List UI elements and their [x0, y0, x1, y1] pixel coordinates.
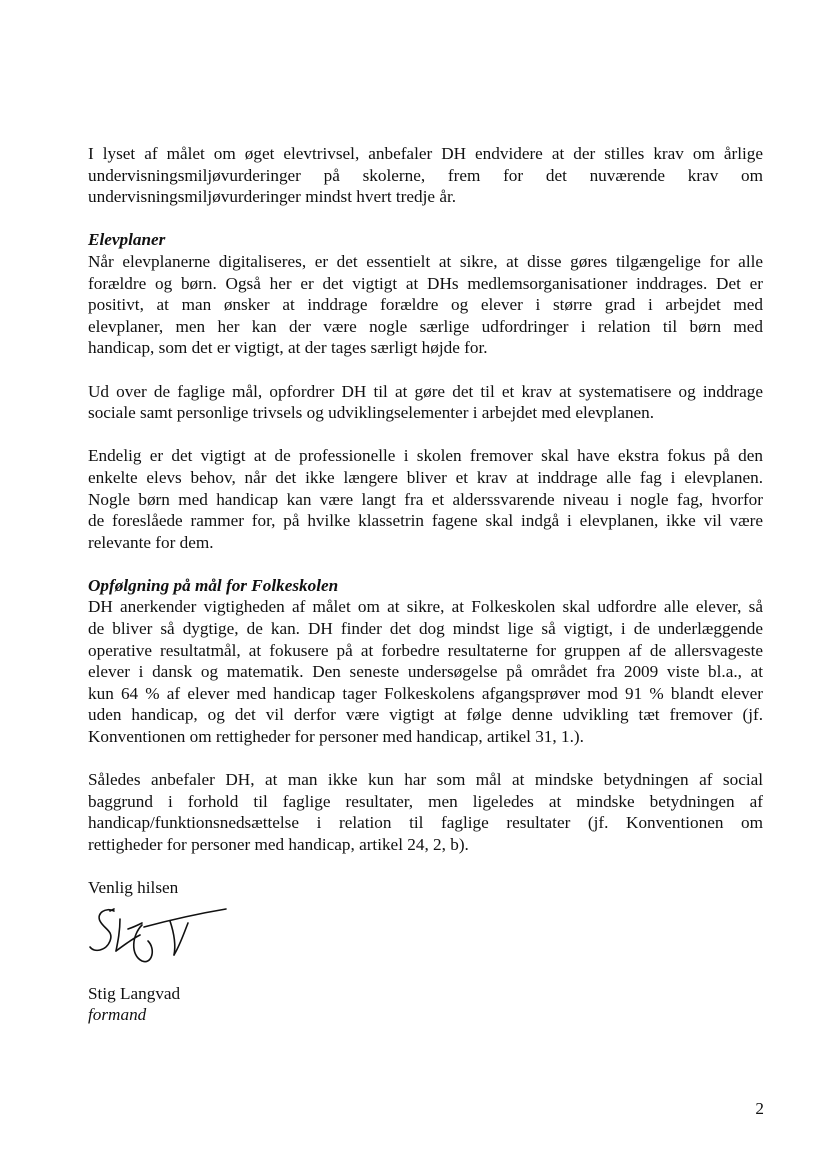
- text-line: handicap/funktionsnedsættelse i relation til faglige resultater (jf. Konventionen om: [88, 813, 763, 833]
- text-line: undervisningsmiljøvurderinger på skolerne, frem for det nuværende krav om: [88, 165, 763, 185]
- text-line: I lyset af målet om øget elevtrivsel, anbefaler DH endvidere at der stilles krav om årlige: [88, 144, 763, 163]
- text-line: enkelte elevs behov, når det ikke længere bliver et krav at inddrage alle fag i elevplanen.: [88, 467, 763, 487]
- text-line: kun 64 % af elever med handicap tager Folkeskolens afgangsprøver mod 91 % blandt elever: [88, 683, 763, 703]
- text-line: DH anerkender vigtigheden af målet om at sikre, at Folkeskolen skal udfordre alle elever, så: [88, 597, 763, 617]
- text-line: sociale samt personlige trivsels og udviklingselementer i arbejdet med elevplanen.: [88, 403, 655, 423]
- text-line: Konventionen om rettigheder for personer med handicap, artikel 31, 1.).: [88, 727, 584, 747]
- text-line: operative resultatmål, at fokusere på at forbedre resultaterne for gruppen af de allersvageste: [88, 640, 763, 660]
- text-line: Således anbefaler DH, at man ikke kun har som mål at mindske betydningen af social: [88, 770, 763, 790]
- text-line: relevante for dem.: [88, 532, 214, 552]
- paragraph-elevtrivsel: [88, 143, 763, 208]
- signer-title: formand: [88, 1005, 147, 1025]
- text-line: de bliver så dygtige, de kan. DH finder det dog mindst lige så vigtigt, i de underlæggende: [88, 619, 763, 639]
- text-line: uden handicap, og det vil derfor være vigtigt at følge denne udvikling tæt fremover (jf.: [88, 705, 763, 725]
- text-line: rettigheder for personer med handicap, artikel 24, 2, b).: [88, 835, 469, 854]
- text-line: elevplaner, men her kan der være nogle særlige udfordringer i relation til børn med: [88, 316, 763, 336]
- paragraph-anbefaling: [88, 769, 763, 855]
- text-line: Når elevplanerne digitaliseres, er det essentielt at sikre, at disse gøres tilgængelige for alle: [88, 251, 763, 271]
- paragraph-faglige-maal: [88, 381, 763, 424]
- text-line: baggrund i forhold til faglige resultater, men ligeledes at mindske betydningen af: [88, 791, 763, 811]
- paragraph-professionelle: [88, 445, 763, 553]
- text-line: forældre og børn. Også her er det vigtigt at DHs medlemsorganisationer inddrages. Det er: [88, 273, 763, 293]
- text-line: elever i dansk og matematik. Den seneste undersøgelse på området fra 2009 viste bl.a., at: [88, 662, 763, 682]
- text-line: handicap, som det er vigtigt, at der tages særligt højde for.: [88, 338, 488, 358]
- section-elevplaner: [88, 229, 763, 359]
- signer-name: Stig Langvad: [88, 983, 181, 1003]
- handwritten-signature: [84, 905, 244, 975]
- text-line: Ud over de faglige mål, opfordrer DH til at gøre det til et krav at systematisere og inddrage: [88, 381, 763, 401]
- text-line: Endelig er det vigtigt at de professionelle i skolen fremover skal have ekstra fokus på den: [88, 446, 763, 466]
- closing-greeting: Venlig hilsen: [88, 878, 179, 898]
- text-line: undervisningsmiljøvurderinger mindst hvert tredje år.: [88, 187, 457, 207]
- page-number: 2: [755, 1099, 764, 1118]
- section-heading-elevplaner: Elevplaner: [88, 230, 166, 250]
- letter-body: [88, 143, 763, 1026]
- text-line: de foreslåede rammer for, på hvilke klassetrin fagene skal indgå i elevplanen, ikke vil være: [88, 511, 763, 531]
- section-opfoelgning: [88, 575, 763, 748]
- text-line: Nogle børn med handicap kan være langt fra et alderssvarende niveau i nogle fag, hvorfor: [88, 489, 763, 509]
- section-heading-opfoelgning: Opfølgning på mål for Folkeskolen: [88, 575, 339, 595]
- text-line: positivt, at man ønsker at inddrage forældre og elever i større grad i arbejdet med: [88, 295, 763, 315]
